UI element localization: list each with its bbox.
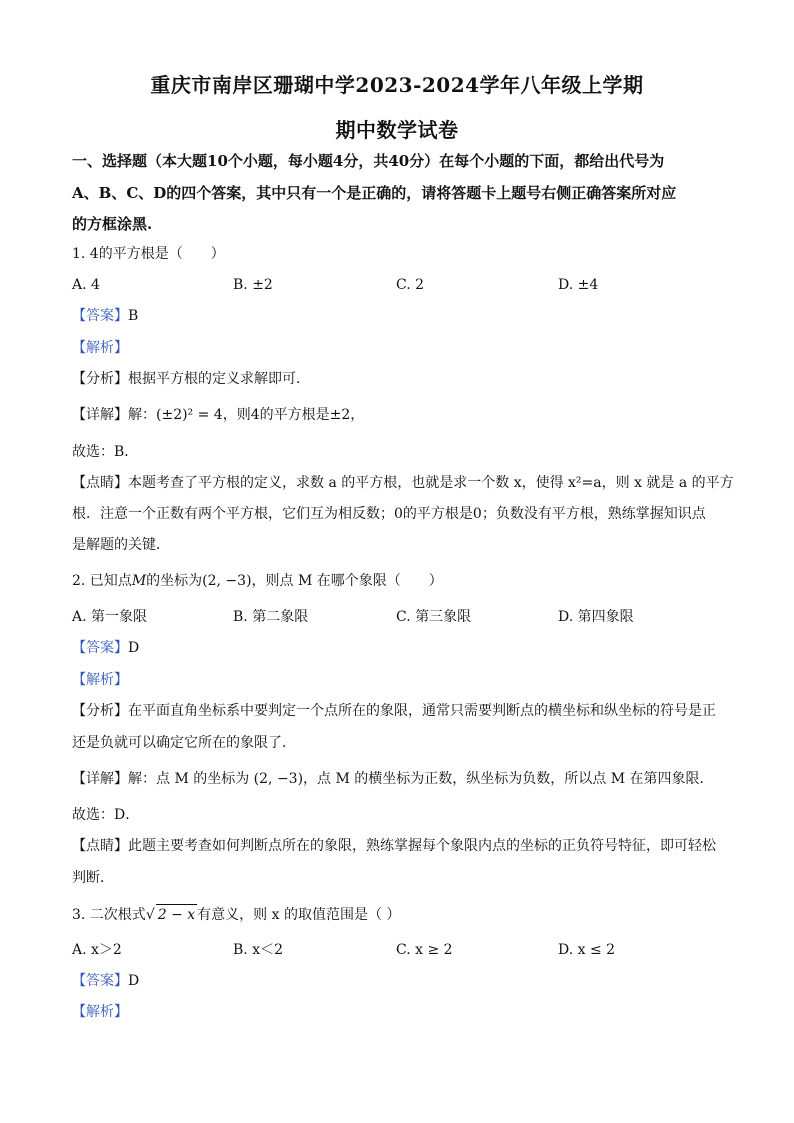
detail-label: 【详解】 (72, 407, 128, 423)
q2-dianjing-line1 (72, 836, 732, 856)
q2-detail (72, 769, 732, 789)
analysis-label: 【解析】 (72, 340, 128, 356)
q1-dianjing-line1 (72, 473, 732, 493)
q1-option-d: D. ±4 (558, 277, 599, 293)
q3-option-c: C. x ≥ 2 (396, 942, 453, 958)
q2-option-d: D. 第四象限 (558, 609, 634, 625)
section-instruction-line1: 一、选择题（本大题10个小题，每小题4分，共40分）在每个小题的下面，都给出代号为 (72, 152, 665, 170)
q1-detail-post: ，则4的平方根是±2， (222, 407, 365, 423)
analysis-label: 【解析】 (72, 672, 128, 688)
q1-fenxi-text: 根据平方根的定义求解即可． (128, 371, 310, 387)
q1-analysis-heading (72, 338, 732, 358)
q2-choose: 故选：D． (72, 807, 140, 823)
answer-label: 【答案】 (72, 973, 128, 989)
q2-coord: (2, −3) (202, 573, 252, 589)
q2-fenxi-text1: 在平面直角坐标系中要判定一个点所在的象限，通常只需要判断点的横坐标和纵坐标的符号是正 (128, 703, 716, 719)
q3-stem (72, 904, 732, 925)
dianjing-label: 【点睛】 (72, 475, 128, 491)
q1-detail-pre: 解： (128, 407, 156, 423)
q1-answer-value: B (128, 308, 139, 324)
q3-radicand: 2 − x (156, 904, 197, 925)
section-instruction-line3: 的方框涂黑. (72, 215, 153, 233)
detail-label: 【详解】 (72, 771, 128, 787)
q1-dianjing-line3: 是解题的关键． (72, 537, 170, 553)
q1-option-c: C. 2 (396, 277, 425, 293)
q1-detail-expr: (±2)² = 4 (156, 407, 223, 423)
q1-detail (72, 405, 732, 425)
section-instruction-line2: A、B、C、D的四个答案，其中只有一个是正确的，请将答题卡上题号右侧正确答案所对应 (72, 184, 677, 202)
q3-option-d: D. x ≤ 2 (558, 942, 616, 958)
q2-analysis-heading (72, 670, 732, 690)
q2-stem-pre: 2. 已知点 (72, 573, 132, 589)
q3-stem-pre: 3. 二次根式 (72, 907, 146, 923)
q2-stem-mid: 的坐标为 (146, 573, 203, 589)
answer-label: 【答案】 (72, 308, 128, 324)
q1-fenxi (72, 369, 732, 389)
q3-answer (72, 971, 732, 991)
fenxi-label: 【分析】 (72, 371, 128, 387)
q1-dianjing-text1: 本题考查了平方根的定义，求数 a 的平方根，也就是求一个数 x，使得 x²=a，则 x 就是 a 的平方 (128, 475, 734, 491)
q3-stem-post: 有意义，则 x 的取值范围是（ ） (197, 907, 401, 923)
dianjing-label: 【点睛】 (72, 838, 128, 854)
q3-option-b: B. x＜2 (233, 942, 283, 958)
answer-label: 【答案】 (72, 640, 128, 656)
exam-title-line2: 期中数学试卷 (335, 118, 459, 142)
q2-option-b: B. 第二象限 (233, 609, 309, 625)
fenxi-label: 【分析】 (72, 703, 128, 719)
q2-detail-text: 解：点 M 的坐标为 (2, −3)，点 M 的横坐标为正数，纵坐标为负数，所以点 M 在第四象限． (128, 771, 714, 787)
q2-answer (72, 638, 732, 658)
q3-option-a: A. x＞2 (72, 942, 122, 958)
exam-title-line1: 重庆市南岸区珊瑚中学2023-2024学年八年级上学期 (150, 73, 644, 97)
q1-answer (72, 306, 732, 326)
q2-dianjing-text1: 此题主要考查如何判断点所在的象限，熟练掌握每个象限内点的坐标的正负符号特征，即可轻松 (128, 838, 716, 854)
q2-answer-value: D (128, 640, 140, 656)
sqrt-symbol: √ (145, 907, 155, 923)
q2-point-name: M (131, 573, 147, 589)
q3-analysis-heading (72, 1002, 732, 1022)
q2-dianjing-line2: 判断． (72, 870, 114, 886)
analysis-label: 【解析】 (72, 1004, 128, 1020)
q1-option-b: B. ±2 (233, 277, 273, 293)
q2-option-a: A. 第一象限 (72, 609, 148, 625)
q1-option-a: A. 4 (72, 277, 100, 293)
q2-fenxi-line2: 还是负就可以确定它所在的象限了． (72, 735, 296, 751)
q2-fenxi-line1 (72, 701, 732, 721)
q1-stem: 1. 4的平方根是（ ） (72, 246, 225, 262)
q2-option-c: C. 第三象限 (396, 609, 472, 625)
q2-stem (72, 571, 732, 591)
q3-answer-value: D (128, 973, 140, 989)
q2-stem-post: ，则点 M 在哪个象限（ ） (251, 573, 443, 589)
q1-dianjing-line2: 根．注意一个正数有两个平方根，它们互为相反数；0的平方根是0；负数没有平方根，熟练掌握知识点 (72, 506, 706, 522)
q1-choose: 故选：B． (72, 444, 139, 460)
